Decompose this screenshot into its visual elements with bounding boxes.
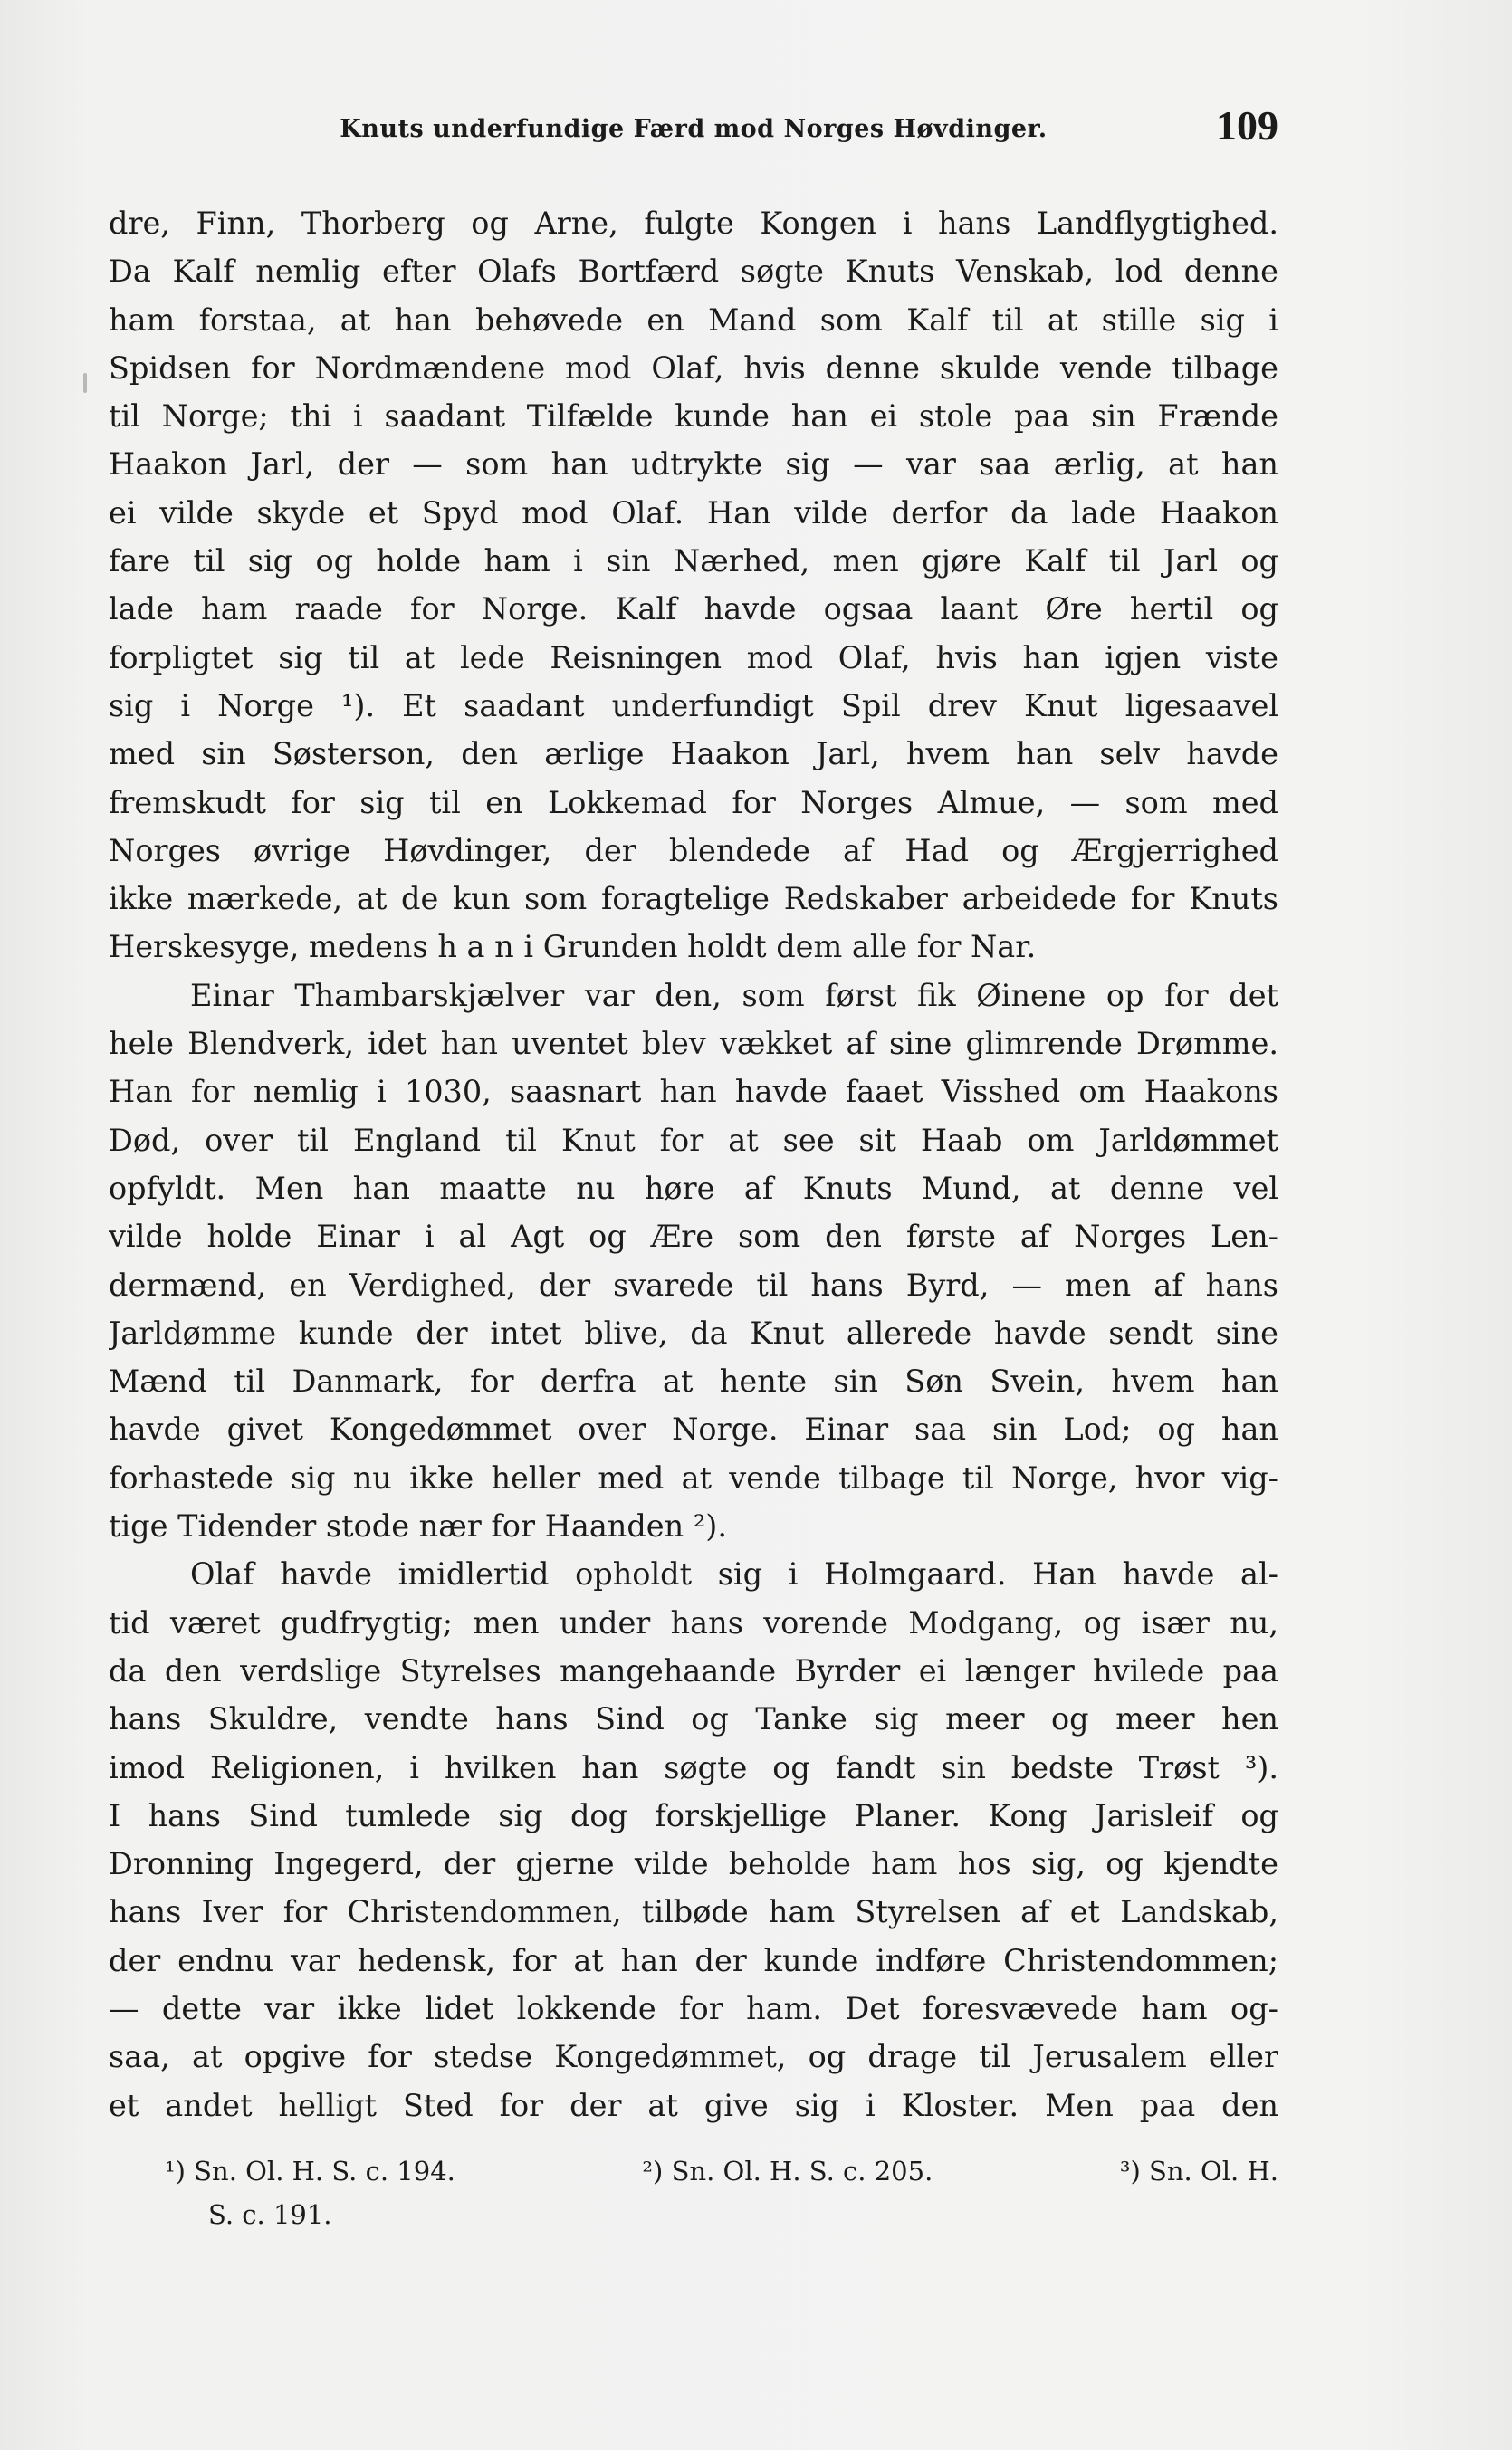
paragraph-end-line: Herskesyge, medens h a n i Grunden holdt dem alle for Nar. xyxy=(109,929,1037,965)
text-line: sig i Norge ¹). Et saadant underfundigt Spil drev Knut ligesaavel xyxy=(109,687,1278,723)
text-line: forpligtet sig til at lede Reisningen mod Olaf, hvis han igjen viste xyxy=(109,639,1278,675)
text-line: fremskudt for sig til en Lokkemad for Norges Almue, — som med xyxy=(109,784,1278,820)
text-line: Jarldømme kunde der intet blive, da Knut allerede havde sendt sine xyxy=(109,1315,1278,1351)
text-line: dre, Finn, Thorberg og Arne, fulgte Kongen i hans Landflygtighed. xyxy=(109,206,1278,241)
text-line: Han for nemlig i 1030, saasnart han havde faaet Visshed om Haakons xyxy=(109,1074,1278,1110)
text-line: tid været gudfrygtig; men under hans vorende Modgang, og især nu, xyxy=(109,1604,1278,1641)
body-text xyxy=(109,199,1278,2129)
text-line: hele Blendverk, idet han uventet blev vækket af sine glimrende Drømme. xyxy=(109,1026,1278,1062)
text-line: lade ham raade for Norge. Kalf havde ogsaa laant Øre hertil og xyxy=(109,591,1278,627)
text-line: hans Iver for Christendommen, tilbøde ham Styrelsen af et Landskab, xyxy=(109,1894,1278,1930)
text-line: forhastede sig nu ikke heller med at vende tilbage til Norge, hvor vig- xyxy=(109,1459,1278,1496)
text-line: Mænd til Danmark, for derfra at hente sin Søn Svein, hvem han xyxy=(109,1364,1278,1400)
text-line: dermænd, en Verdighed, der svarede til hans Byrd, — men af hans xyxy=(109,1267,1278,1303)
text-line: Død, over til England til Knut for at see sit Haab om Jarldømmet xyxy=(109,1122,1278,1158)
text-line: Da Kalf nemlig efter Olafs Bortfærd søgte Knuts Venskab, lod denne xyxy=(109,254,1278,290)
text-line: ham forstaa, at han behøvede en Mand som Kalf til at stille sig i xyxy=(109,301,1278,338)
paper-speck xyxy=(83,373,87,393)
text-line: ikke mærkede, at de kun som foragtelige Redskaber arbeidede for Knuts xyxy=(109,881,1278,917)
text-line: opfyldt. Men han maatte nu høre af Knuts Mund, at denne vel xyxy=(109,1170,1278,1206)
text-line: der endnu var hedensk, for at han der kunde indføre Christendommen; xyxy=(109,1942,1278,1978)
text-line: fare til sig og holde ham i sin Nærhed, men gjøre Kalf til Jarl og xyxy=(109,543,1278,579)
text-line: Norges øvrige Høvdinger, der blendede af Had og Ærgjerrighed xyxy=(109,832,1278,868)
paragraph-start-line: Einar Thambarskjælver var den, som først fik Øinene op for det xyxy=(190,977,1278,1013)
text-line: hans Skuldre, vendte hans Sind og Tanke sig meer og meer hen xyxy=(109,1701,1278,1737)
text-line: til Norge; thi i saadant Tilfælde kunde han ei stole paa sin Frænde xyxy=(109,398,1278,435)
text-line: med sin Søsterson, den ærlige Haakon Jarl, hvem han selv havde xyxy=(109,736,1278,772)
text-line: I hans Sind tumlede sig dog forskjellige Planer. Kong Jarisleif og xyxy=(109,1797,1278,1833)
running-title: Knuts underfundige Færd mod Norges Høvdinger. xyxy=(340,115,1048,143)
footnote-1: ¹) Sn. Ol. H. S. c. 194. xyxy=(165,2156,455,2187)
footnote-row xyxy=(109,2149,1278,2193)
text-line: — dette var ikke lidet lokkende for ham. Det foresvævede ham og- xyxy=(109,1990,1278,2026)
text-line: et andet helligt Sted for der at give sig i Kloster. Men paa den xyxy=(109,2087,1278,2123)
text-line: vilde holde Einar i al Agt og Ære som den første af Norges Len- xyxy=(109,1219,1278,1255)
text-line: havde givet Kongedømmet over Norge. Einar saa sin Lod; og han xyxy=(109,1412,1278,1448)
paragraph-end-line: tige Tidender stode nær for Haanden ²). xyxy=(109,1508,728,1545)
text-line: ei vilde skyde et Spyd mod Olaf. Han vilde derfor da lade Haakon xyxy=(109,494,1278,531)
footnotes xyxy=(109,2149,1278,2236)
text-line: imod Religionen, i hvilken han søgte og fandt sin bedste Trøst ³). xyxy=(109,1749,1278,1785)
text-line: Haakon Jarl, der — som han udtrykte sig — var saa ærlig, at han xyxy=(109,446,1278,483)
text-line: da den verdslige Styrelses mangehaande Byrder ei længer hvilede paa xyxy=(109,1652,1278,1689)
text-line: saa, at opgive for stedse Kongedømmet, og drage til Jerusalem eller xyxy=(109,2039,1278,2075)
paragraph-start-line: Olaf havde imidlertid opholdt sig i Holmgaard. Han havde al- xyxy=(190,1556,1278,1593)
text-line: Spidsen for Nordmændene mod Olaf, hvis denne skulde vende tilbage xyxy=(109,349,1278,386)
footnote-2: ²) Sn. Ol. H. S. c. 205. xyxy=(642,2156,933,2187)
footnote-3: ³) Sn. Ol. H. xyxy=(1119,2156,1278,2187)
text-line: Dronning Ingegerd, der gjerne vilde beholde ham hos sig, og kjendte xyxy=(109,1846,1278,1882)
page-number: 109 xyxy=(1216,102,1278,148)
footnote-3-continuation: S. c. 191. xyxy=(208,2199,332,2230)
